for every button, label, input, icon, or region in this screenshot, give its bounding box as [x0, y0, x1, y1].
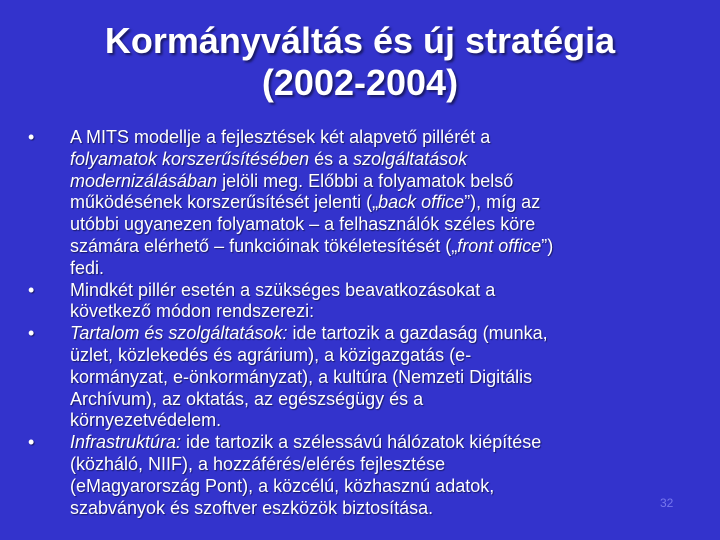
bullet-text: ”): [541, 235, 554, 256]
bullet-line: [70, 498, 658, 520]
emphasized-text: Tartalom és szolgáltatások:: [70, 323, 288, 344]
bullet-text: utóbbi ugyanezen folyamatok – a felhasználók széles köre: [70, 214, 536, 235]
bullet-marker: •: [28, 279, 35, 300]
bullet-line: [70, 410, 658, 432]
emphasized-text: folyamatok korszerűsítésében: [70, 148, 310, 169]
bullet-line: [70, 476, 658, 498]
bullet-text: jelöli meg. Előbbi a folyamatok belső: [217, 170, 514, 191]
bullet-text: ide tartozik a gazdaság (munka,: [287, 323, 548, 344]
bullet-marker: •: [28, 127, 35, 147]
slide-title: [60, 20, 660, 104]
bullet-item: [28, 280, 658, 324]
bullet-text: fedi.: [70, 257, 105, 278]
bullet-item: [28, 432, 658, 519]
bullet-text: üzlet, közlekedés és agrárium), a közigazgatás (e-: [70, 344, 472, 365]
bullet-line: [70, 280, 658, 302]
bullet-line: [70, 367, 658, 389]
bullet-line: [70, 236, 658, 258]
bullet-text: A MITS modellje a fejlesztések két alapvető pillérét a: [70, 127, 491, 147]
bullet-line: [70, 389, 658, 411]
bullet-text: (közháló, NIIF), a hozzáférés/elérés fejlesztése: [70, 453, 446, 474]
bullet-line: [70, 301, 658, 323]
bullet-line: [70, 345, 658, 367]
bullet-text: Archívum), az oktatás, az egészségügy és a: [70, 388, 424, 409]
bullet-text: számára elérhető – funkcióinak tökéletesítését („: [70, 235, 458, 256]
emphasized-text: szolgáltatások: [353, 148, 468, 169]
bullet-item: [28, 323, 658, 432]
slide-title-line-1: Kormányváltás és új stratégia: [104, 20, 616, 61]
bullet-text: működésének korszerűsítését jelenti („: [70, 192, 379, 213]
slide-title-line-2: (2002-2004): [261, 62, 459, 103]
bullet-line: [70, 258, 658, 280]
bullet-line: [70, 432, 658, 454]
bullet-text: (eMagyarország Pont), a közcélú, közhasznú adatok,: [70, 475, 495, 496]
bullet-line: [70, 149, 658, 171]
bullet-marker: •: [28, 323, 35, 344]
bullet-item: [28, 127, 658, 280]
bullet-text: és a: [309, 148, 354, 169]
bullet-line: [70, 214, 658, 236]
bullet-text: kormányzat, e-önkormányzat), a kultúra (Nemzeti Digitális: [70, 366, 533, 387]
bullet-line: [70, 323, 658, 345]
bullet-line: [70, 171, 658, 193]
emphasized-text: front office: [457, 235, 542, 256]
bullet-text: ”), míg az: [464, 192, 541, 213]
bullet-line: [70, 127, 658, 149]
bullet-text: környezetvédelem.: [70, 410, 222, 431]
emphasized-text: modernizálásában: [70, 170, 218, 191]
bullet-text: Mindkét pillér esetén a szükséges beavatkozásokat a: [70, 279, 496, 300]
emphasized-text: back office: [378, 192, 465, 213]
bullet-text: következő módon rendszerezi:: [70, 301, 315, 322]
emphasized-text: Infrastruktúra:: [70, 432, 182, 453]
bullet-text: ide tartozik a szélessávú hálózatok kiépítése: [181, 432, 542, 453]
bullet-text: szabványok és szoftver eszközök biztosítása.: [70, 497, 434, 518]
bullet-line: [70, 454, 658, 476]
bullet-line: [70, 192, 658, 214]
page-number: 32: [660, 496, 674, 510]
bullet-list: [28, 127, 658, 519]
bullet-marker: •: [28, 432, 35, 453]
